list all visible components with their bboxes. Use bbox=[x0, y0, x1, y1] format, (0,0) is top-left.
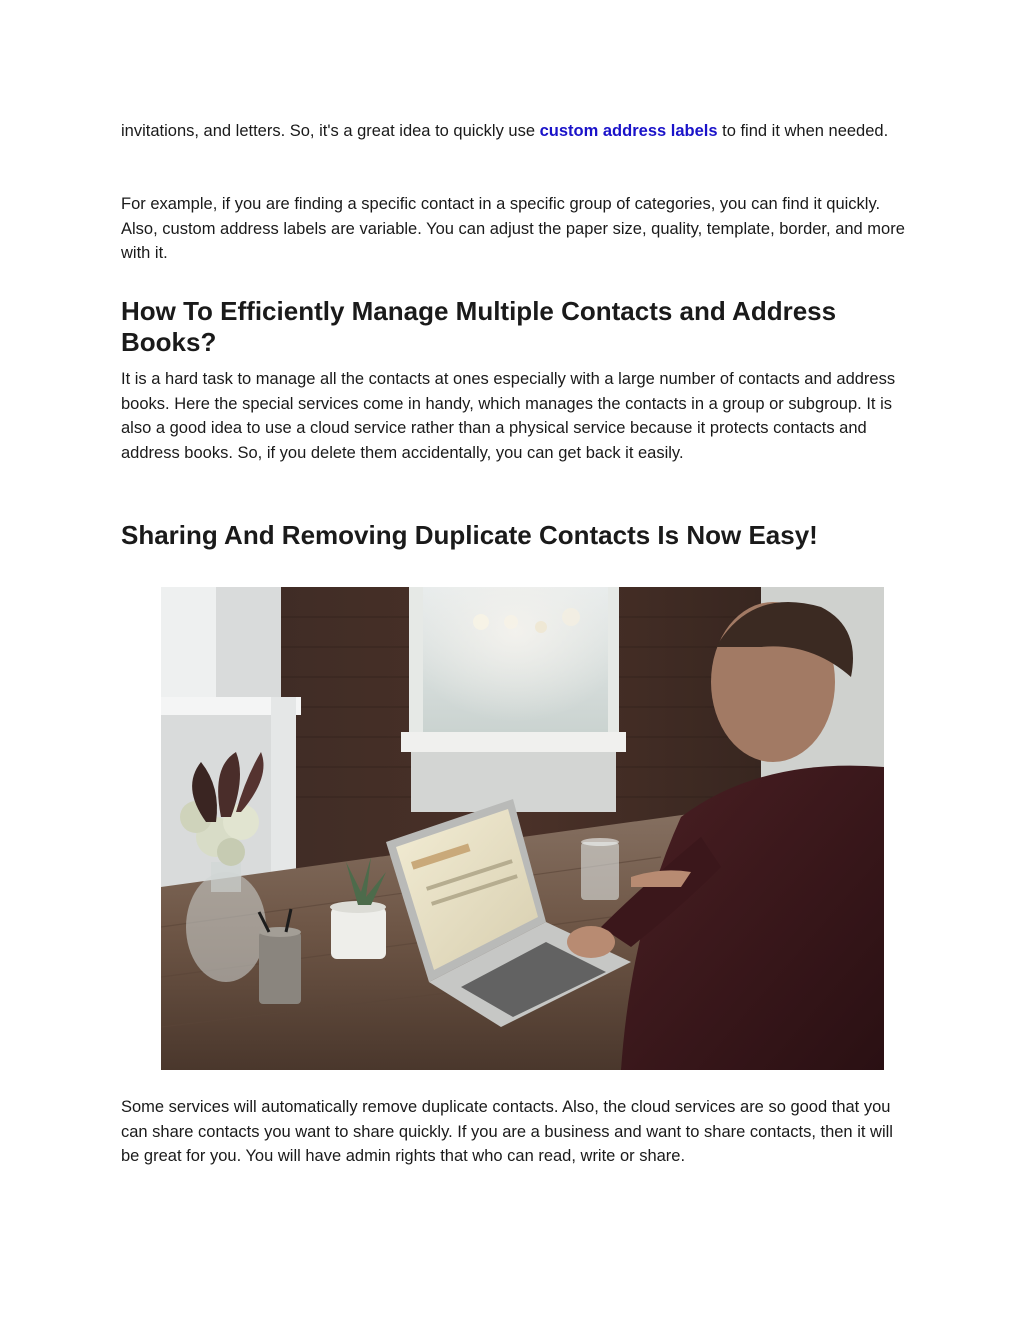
custom-address-labels-link[interactable]: custom address labels bbox=[539, 122, 718, 140]
photo-illustration bbox=[161, 587, 884, 1070]
paragraph-intro bbox=[121, 119, 911, 144]
paragraph-example: For example, if you are finding a specific contact in a specific group of categories, you can find it quickly. Also, custom address labels are variable. You can adjust the paper size, quality, template, border, and more with it. bbox=[121, 195, 905, 262]
paragraph-intro-text-before: invitations, and letters. So, it's a great idea to quickly use bbox=[121, 122, 540, 140]
section-heading-sharing-wrapper bbox=[121, 520, 911, 551]
section-heading-sharing: Sharing And Removing Duplicate Contacts Is Now Easy! bbox=[121, 520, 818, 550]
section-heading-manage: How To Efficiently Manage Multiple Contacts and Address Books? bbox=[121, 296, 837, 357]
photo-man-using-laptop bbox=[161, 587, 884, 1070]
section-heading-manage-wrapper bbox=[121, 296, 911, 358]
paragraph-intro-text-after: to find it when needed. bbox=[717, 122, 889, 140]
paragraph-manage: It is a hard task to manage all the contacts at ones especially with a large number of contacts and address books. Here the special services come in handy, which manages the contacts in a group or subgroup. It is also a good idea to use a cloud service rather than a physical service because it protects contacts and address books. So, if you delete them accidentally, you can get back it easily. bbox=[121, 370, 896, 462]
paragraph-sharing: Some services will automatically remove duplicate contacts. Also, the cloud services are so good that you can share contacts you want to share quickly. If you are a business and want to share contacts, then it will be great for you. You will have admin rights that who can read, write or share. bbox=[121, 1098, 893, 1165]
